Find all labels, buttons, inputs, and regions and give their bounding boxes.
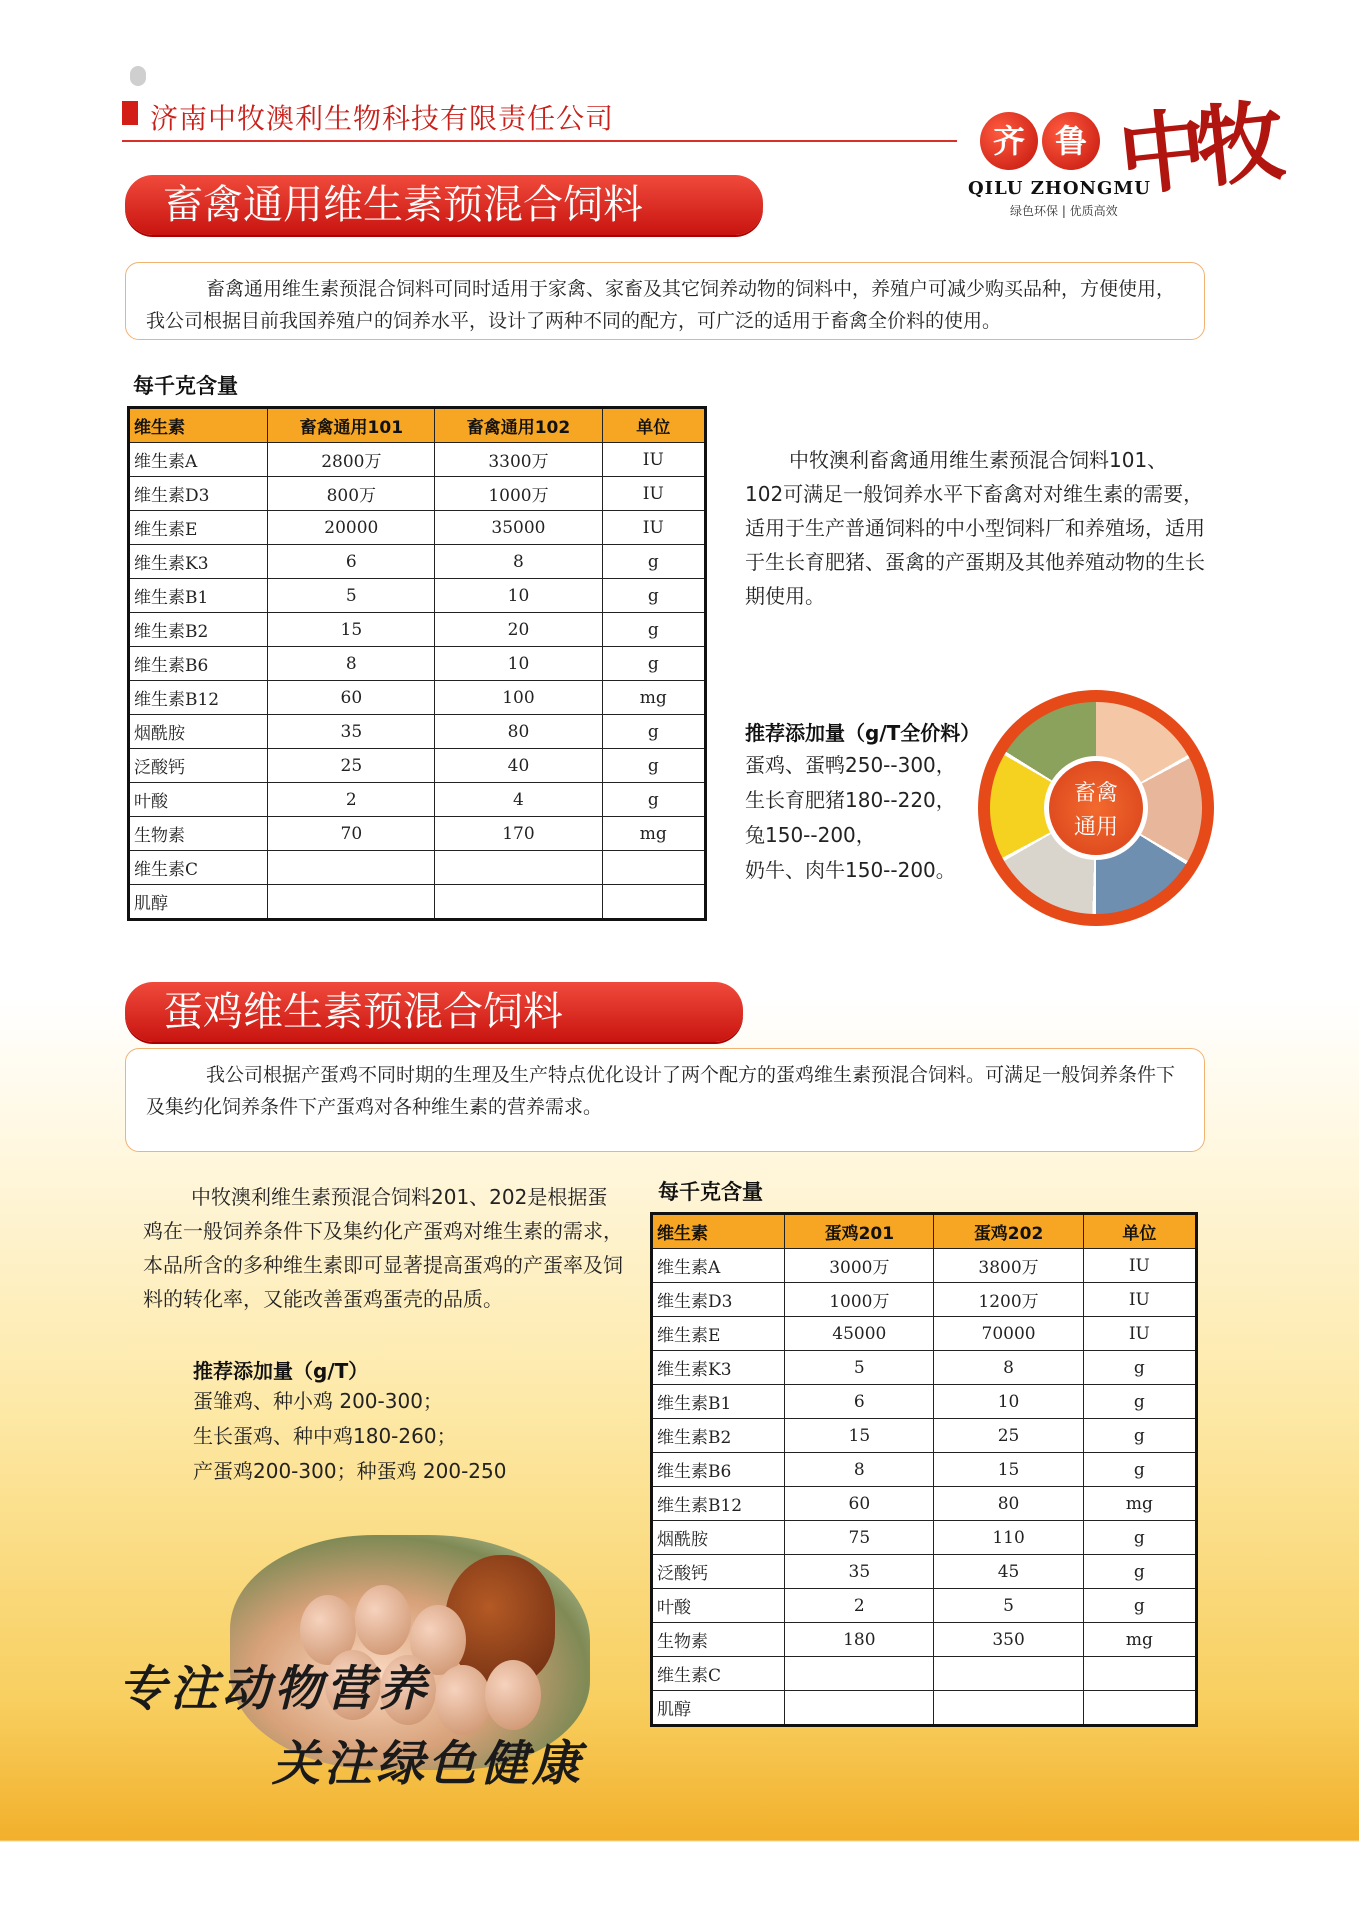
table-cell: 170 <box>435 817 602 851</box>
table-row <box>129 613 706 647</box>
table-cell: 维生素D3 <box>129 477 268 511</box>
table-row <box>129 885 706 920</box>
wheel-label-line: 通用 <box>1073 815 1118 840</box>
company-name: 济南中牧澳利生物科技有限责任公司 <box>150 102 615 135</box>
company-red-marker <box>122 101 138 125</box>
section2-intro-text: 我公司根据产蛋鸡不同时期的生理及生产特点优化设计了两个配方的蛋鸡维生素预混合饲料。可满足一般饲养条件下及集约化饲养条件下产蛋鸡对各种维生素的营养需求。 <box>146 1064 1176 1118</box>
table-cell: 10 <box>934 1385 1083 1419</box>
table-cell: 维生素B1 <box>129 579 268 613</box>
column-header: 单位 <box>602 408 705 443</box>
table-row <box>652 1657 1197 1691</box>
table-cell: 100 <box>435 681 602 715</box>
table-row <box>129 511 706 545</box>
table-cell: 3300万 <box>435 443 602 477</box>
table-cell: IU <box>1083 1317 1196 1351</box>
table-cell: 维生素E <box>129 511 268 545</box>
section1-title-banner: 畜禽通用维生素预混合饲料 <box>125 175 763 235</box>
table-cell: 维生素K3 <box>129 545 268 579</box>
table-cell: 维生素B12 <box>652 1487 785 1521</box>
table-cell: 生物素 <box>652 1623 785 1657</box>
table-row <box>129 647 706 681</box>
table-cell: 维生素B12 <box>129 681 268 715</box>
table-cell <box>1083 1657 1196 1691</box>
table-cell: 3800万 <box>934 1249 1083 1283</box>
table-cell: g <box>602 715 705 749</box>
wheel-label-line: 畜禽 <box>1073 781 1118 806</box>
table-row <box>129 749 706 783</box>
logo-english-name: QILU ZHONGMU <box>968 178 1152 199</box>
table-cell: IU <box>602 477 705 511</box>
table-cell: mg <box>602 681 705 715</box>
table-cell: 5 <box>785 1351 934 1385</box>
table-cell: 生物素 <box>129 817 268 851</box>
table-cell: 5 <box>268 579 435 613</box>
table-row <box>652 1453 1197 1487</box>
table-cell: 10 <box>435 647 602 681</box>
table-cell: 8 <box>785 1453 934 1487</box>
table-cell: 1000万 <box>785 1283 934 1317</box>
table-cell: 叶酸 <box>129 783 268 817</box>
table-cell: g <box>1083 1555 1196 1589</box>
table-cell: 25 <box>934 1419 1083 1453</box>
egg-image <box>485 1660 541 1730</box>
table-cell: 8 <box>435 545 602 579</box>
table-cell: g <box>1083 1351 1196 1385</box>
table-row <box>129 545 706 579</box>
table-cell: 肌醇 <box>652 1691 785 1726</box>
table-cell <box>268 885 435 920</box>
table-cell: 泛酸钙 <box>652 1555 785 1589</box>
table-cell: 维生素C <box>652 1657 785 1691</box>
company-logo-mark <box>130 66 146 86</box>
table-cell: g <box>602 749 705 783</box>
table-cell: 60 <box>268 681 435 715</box>
table-row <box>652 1317 1197 1351</box>
table-row <box>129 681 706 715</box>
egg-image <box>355 1585 411 1655</box>
table-cell: 15 <box>934 1453 1083 1487</box>
table-row <box>652 1691 1197 1726</box>
table-cell: IU <box>1083 1249 1196 1283</box>
table-row <box>129 783 706 817</box>
column-header: 畜禽通用101 <box>268 408 435 443</box>
section1-description <box>745 443 1205 613</box>
section1-description-text: 中牧澳利畜禽通用维生素预混合饲料101、102可满足一般饲养水平下畜禽对对维生素的需要，适用于生产普通饲料的中小型饲料厂和养殖场，适用于生长育肥猪、蛋禽的产蛋期及其他养殖动物的生长期使用。 <box>745 448 1205 608</box>
table-cell: 800万 <box>268 477 435 511</box>
table-cell: 80 <box>934 1487 1083 1521</box>
column-header: 畜禽通用102 <box>435 408 602 443</box>
table-cell: 75 <box>785 1521 934 1555</box>
table-cell: 70 <box>268 817 435 851</box>
table-cell: mg <box>1083 1487 1196 1521</box>
table-cell: IU <box>602 511 705 545</box>
table-row <box>652 1283 1197 1317</box>
wheel-center-label <box>1044 756 1148 860</box>
logo-calligraphy: 中牧 <box>1113 89 1280 209</box>
table-cell <box>1083 1691 1196 1726</box>
table-cell: 15 <box>268 613 435 647</box>
table-row <box>652 1521 1197 1555</box>
section2-recommend-list <box>193 1384 507 1489</box>
table-cell: 4 <box>435 783 602 817</box>
table-row <box>129 477 706 511</box>
table-cell: 80 <box>435 715 602 749</box>
table-row <box>652 1419 1197 1453</box>
recommend-line: 生长育肥猪180--220， <box>745 788 956 812</box>
table-cell: 35 <box>785 1555 934 1589</box>
column-header: 单位 <box>1083 1214 1196 1249</box>
table-cell: 维生素D3 <box>652 1283 785 1317</box>
table-cell: 1000万 <box>435 477 602 511</box>
table-cell: 维生素C <box>129 851 268 885</box>
table-row <box>652 1249 1197 1283</box>
table-row <box>129 715 706 749</box>
table-cell: 8 <box>934 1351 1083 1385</box>
section1-intro-text: 畜禽通用维生素预混合饲料可同时适用于家禽、家畜及其它饲养动物的饲料中，养殖户可减少购买品种，方便使用，我公司根据目前我国养殖户的饲养水平，设计了两种不同的配方，可广泛的适用于畜禽全价料的使用。 <box>146 278 1176 332</box>
table-cell: 维生素A <box>652 1249 785 1283</box>
table-cell: 维生素B1 <box>652 1385 785 1419</box>
table-cell: 肌醇 <box>129 885 268 920</box>
section1-vitamin-table <box>127 406 707 921</box>
table-cell <box>785 1657 934 1691</box>
table-cell: 烟酰胺 <box>129 715 268 749</box>
recommend-line: 蛋鸡、蛋鸭250--300， <box>745 753 956 777</box>
table-row <box>652 1623 1197 1657</box>
table-cell: 叶酸 <box>652 1589 785 1623</box>
table-cell: 维生素A <box>129 443 268 477</box>
recommend-line: 生长蛋鸡、种中鸡180-260； <box>193 1424 457 1448</box>
table-cell: 6 <box>268 545 435 579</box>
recommend-line: 蛋雏鸡、种小鸡 200-300； <box>193 1389 443 1413</box>
table-cell: 70000 <box>934 1317 1083 1351</box>
table-cell: 维生素B6 <box>129 647 268 681</box>
table-cell: 110 <box>934 1521 1083 1555</box>
table-cell: g <box>602 545 705 579</box>
table-cell <box>934 1657 1083 1691</box>
table-header-row <box>652 1214 1197 1249</box>
table-cell <box>268 851 435 885</box>
table-cell: 35000 <box>435 511 602 545</box>
table-row <box>129 579 706 613</box>
header-divider <box>122 140 957 142</box>
section1-table-label: 每千克含量 <box>133 374 238 398</box>
table-cell: g <box>1083 1453 1196 1487</box>
section1-intro-box <box>125 262 1205 340</box>
slogan-line-2: 关注绿色健康 <box>272 1736 585 1792</box>
table-row <box>129 851 706 885</box>
table-cell: g <box>602 783 705 817</box>
table-cell: 2 <box>785 1589 934 1623</box>
table-cell: 45000 <box>785 1317 934 1351</box>
table-cell: 维生素B6 <box>652 1453 785 1487</box>
table-cell: 180 <box>785 1623 934 1657</box>
table-cell: g <box>1083 1419 1196 1453</box>
table-cell: 20000 <box>268 511 435 545</box>
table-row <box>129 817 706 851</box>
table-cell <box>435 851 602 885</box>
slogan-line-1: 专注动物营养 <box>118 1661 431 1717</box>
section2-table-label: 每千克含量 <box>658 1180 763 1204</box>
column-header: 蛋鸡201 <box>785 1214 934 1249</box>
table-row <box>652 1385 1197 1419</box>
table-cell: 2800万 <box>268 443 435 477</box>
table-cell: 45 <box>934 1555 1083 1589</box>
section2-intro-box <box>125 1048 1205 1152</box>
livestock-photo-wheel <box>978 690 1214 926</box>
table-cell: 2 <box>268 783 435 817</box>
table-cell: g <box>602 579 705 613</box>
table-cell: 维生素K3 <box>652 1351 785 1385</box>
logo-char-lu: 鲁 <box>1042 112 1100 170</box>
table-cell: g <box>1083 1589 1196 1623</box>
table-cell: g <box>1083 1385 1196 1419</box>
table-cell <box>934 1691 1083 1726</box>
table-cell: g <box>602 613 705 647</box>
table-row <box>652 1555 1197 1589</box>
section2-description <box>143 1180 623 1316</box>
table-cell: 维生素B2 <box>129 613 268 647</box>
table-row <box>652 1351 1197 1385</box>
table-cell <box>602 851 705 885</box>
table-cell: 350 <box>934 1623 1083 1657</box>
table-cell <box>785 1691 934 1726</box>
table-cell: g <box>1083 1521 1196 1555</box>
section2-recommend-title: 推荐添加量（g/T） <box>193 1359 369 1383</box>
section2-title-banner: 蛋鸡维生素预混合饲料 <box>125 982 743 1042</box>
table-cell: IU <box>602 443 705 477</box>
table-cell: 维生素B2 <box>652 1419 785 1453</box>
column-header: 蛋鸡202 <box>934 1214 1083 1249</box>
table-cell: 60 <box>785 1487 934 1521</box>
table-cell: IU <box>1083 1283 1196 1317</box>
table-cell: g <box>602 647 705 681</box>
table-cell: mg <box>602 817 705 851</box>
table-row <box>129 443 706 477</box>
table-cell <box>602 885 705 920</box>
table-cell: 3000万 <box>785 1249 934 1283</box>
table-cell: 泛酸钙 <box>129 749 268 783</box>
recommend-line: 奶牛、肉牛150--200。 <box>745 858 956 882</box>
table-cell: 6 <box>785 1385 934 1419</box>
table-cell: 1200万 <box>934 1283 1083 1317</box>
logo-slogan: 绿色环保 | 优质高效 <box>1010 204 1118 218</box>
table-cell: 20 <box>435 613 602 647</box>
table-cell: 维生素E <box>652 1317 785 1351</box>
recommend-line: 产蛋鸡200-300；种蛋鸡 200-250 <box>193 1459 507 1483</box>
table-cell: 8 <box>268 647 435 681</box>
table-header-row <box>129 408 706 443</box>
logo-char-qi: 齐 <box>980 112 1038 170</box>
table-row <box>652 1589 1197 1623</box>
table-cell: 40 <box>435 749 602 783</box>
section2-vitamin-table <box>650 1212 1198 1727</box>
table-cell <box>435 885 602 920</box>
table-cell: mg <box>1083 1623 1196 1657</box>
table-cell: 15 <box>785 1419 934 1453</box>
table-cell: 5 <box>934 1589 1083 1623</box>
table-cell: 10 <box>435 579 602 613</box>
section1-recommend-title: 推荐添加量（g/T全价料） <box>745 721 981 745</box>
section2-description-text: 中牧澳利维生素预混合饲料201、202是根据蛋鸡在一般饲养条件下及集约化产蛋鸡对维生素的需求，本品所含的多种维生素即可显著提高蛋鸡的产蛋率及饲料的转化率，又能改善蛋鸡蛋壳的品质。 <box>143 1185 623 1311</box>
section1-recommend-list <box>745 748 956 888</box>
table-cell: 烟酰胺 <box>652 1521 785 1555</box>
column-header: 维生素 <box>129 408 268 443</box>
column-header: 维生素 <box>652 1214 785 1249</box>
recommend-line: 兔150--200， <box>745 823 876 847</box>
table-cell: 25 <box>268 749 435 783</box>
table-cell: 35 <box>268 715 435 749</box>
table-row <box>652 1487 1197 1521</box>
